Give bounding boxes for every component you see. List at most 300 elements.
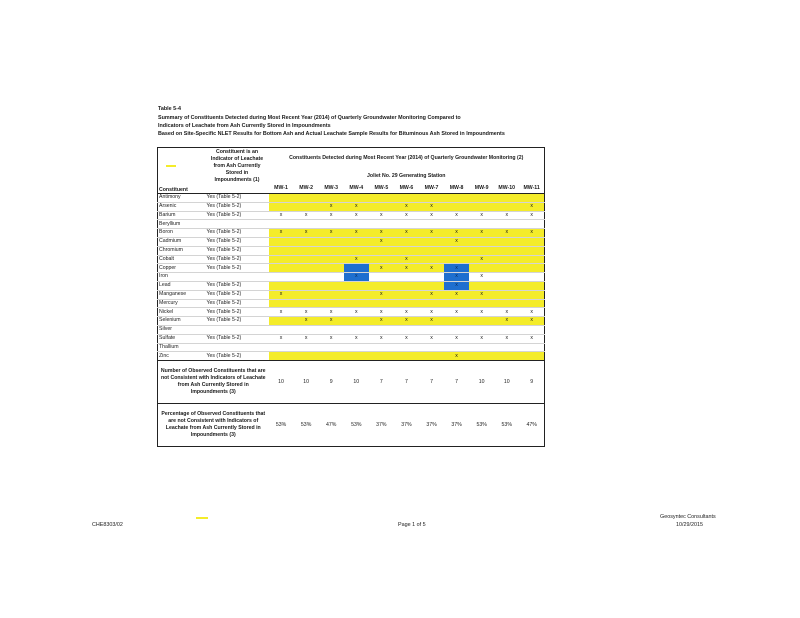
well-cell: [294, 352, 319, 361]
well-cell: [269, 273, 294, 282]
summary-value: 7: [394, 361, 419, 404]
well-cell: [519, 194, 544, 203]
header-row: [158, 184, 545, 194]
well-cell: x: [319, 229, 344, 238]
summary-value: 7: [369, 361, 394, 404]
table-row: [158, 211, 545, 220]
well-cell: [394, 273, 419, 282]
well-cell: [444, 194, 469, 203]
constituent-name: Cobalt: [158, 255, 206, 264]
well-cell: x: [369, 237, 394, 246]
well-cell: [344, 237, 369, 246]
well-cell: [494, 352, 519, 361]
well-cell: [369, 343, 394, 352]
well-cell: [319, 352, 344, 361]
well-cell: [269, 352, 294, 361]
well-cell: [319, 264, 344, 273]
constituent-name: Zinc: [158, 352, 206, 361]
constituent-name: Barium: [158, 211, 206, 220]
table-row: [158, 290, 545, 299]
indicator-value: [206, 343, 269, 352]
well-cell: [269, 281, 294, 290]
header-blank: Constituent: [158, 148, 206, 194]
well-cell: x: [519, 211, 544, 220]
well-cell: x: [444, 211, 469, 220]
indicator-value: [206, 273, 269, 282]
well-cell: [494, 202, 519, 211]
well-cell: x: [394, 334, 419, 343]
constituents-table: [157, 147, 545, 447]
well-cell: [344, 352, 369, 361]
well-cell: x: [319, 211, 344, 220]
well-cell: x: [469, 229, 494, 238]
indicator-value: [206, 325, 269, 334]
well-cell: [319, 246, 344, 255]
indicator-value: Yes (Table 5-2): [206, 211, 269, 220]
well-cell: [444, 202, 469, 211]
header-row: [158, 148, 545, 171]
well-cell: [294, 194, 319, 203]
table-row: [158, 255, 545, 264]
footer-page-number: Page 1 of 5: [398, 522, 426, 528]
well-cell: [419, 343, 444, 352]
well-cell: [294, 299, 319, 308]
well-cell: x: [369, 317, 394, 326]
well-cell: [319, 290, 344, 299]
well-cell: [519, 352, 544, 361]
well-cell: x: [519, 317, 544, 326]
well-cell: [319, 281, 344, 290]
well-cell: [294, 237, 319, 246]
well-cell: x: [469, 255, 494, 264]
constituent-name: Boron: [158, 229, 206, 238]
table-label: Table 5-4: [158, 106, 181, 112]
well-cell: x: [394, 229, 419, 238]
well-cell: [444, 246, 469, 255]
well-cell: x: [269, 211, 294, 220]
well-cell: [419, 273, 444, 282]
table-row: [158, 229, 545, 238]
well-cell: x: [369, 334, 394, 343]
indicator-header-spacer: [206, 184, 269, 194]
summary-value: 53%: [269, 404, 294, 447]
table-row: [158, 220, 545, 229]
well-cell: [419, 325, 444, 334]
well-cell: x: [369, 290, 394, 299]
well-cell: x: [419, 229, 444, 238]
indicator-value: Yes (Table 5-2): [206, 264, 269, 273]
summary-value: 10: [494, 361, 519, 404]
well-cell: [519, 343, 544, 352]
well-cell: [369, 220, 394, 229]
well-cell: x: [519, 334, 544, 343]
table-title-line-3: Based on Site-Specific NLET Results for Bottom Ash and Actual Leachate Sample Results for Bituminous Ash Stored in Impoundments: [158, 131, 505, 137]
well-cell: [519, 273, 544, 282]
indicator-value: Yes (Table 5-2): [206, 352, 269, 361]
well-cell: x: [469, 334, 494, 343]
well-cell: x: [344, 202, 369, 211]
well-cell: [494, 264, 519, 273]
well-cell: [319, 255, 344, 264]
well-cell: [269, 237, 294, 246]
well-cell: [269, 325, 294, 334]
well-cell: x: [394, 317, 419, 326]
well-cell: [369, 202, 394, 211]
summary-value: 53%: [469, 404, 494, 447]
well-cell: x: [469, 308, 494, 317]
constituent-name: Beryllium: [158, 220, 206, 229]
well-cell: [294, 264, 319, 273]
well-header: MW-8: [444, 184, 469, 194]
well-cell: [494, 246, 519, 255]
well-cell: [269, 317, 294, 326]
well-cell: [394, 237, 419, 246]
footer-doc-number: CHE8303/02: [92, 522, 123, 528]
table-row: [158, 334, 545, 343]
well-cell: [469, 281, 494, 290]
well-cell: [444, 317, 469, 326]
well-cell: x: [369, 264, 394, 273]
well-cell: x: [444, 237, 469, 246]
constituent-name: Lead: [158, 281, 206, 290]
well-cell: x: [494, 211, 519, 220]
well-cell: x: [494, 308, 519, 317]
well-cell: x: [419, 317, 444, 326]
footer-date: 10/29/2015: [676, 522, 703, 528]
well-cell: x: [419, 202, 444, 211]
well-cell: [469, 343, 494, 352]
well-cell: x: [394, 255, 419, 264]
well-cell: [344, 325, 369, 334]
well-cell: x: [294, 308, 319, 317]
well-cell: [494, 237, 519, 246]
indicator-value: Yes (Table 5-2): [206, 281, 269, 290]
well-cell: [494, 220, 519, 229]
constituent-name: Mercury: [158, 299, 206, 308]
well-cell: [294, 202, 319, 211]
well-cell: x: [394, 308, 419, 317]
well-cell: [469, 264, 494, 273]
indicator-value: Yes (Table 5-2): [206, 255, 269, 264]
well-header: MW-7: [419, 184, 444, 194]
summary-value: 37%: [419, 404, 444, 447]
table-row: [158, 352, 545, 361]
well-cell: x: [444, 229, 469, 238]
well-cell: x: [269, 308, 294, 317]
well-cell: x: [494, 229, 519, 238]
summary-value: 10: [469, 361, 494, 404]
summary-value: 10: [269, 361, 294, 404]
well-cell: [469, 317, 494, 326]
well-cell: x: [344, 308, 369, 317]
constituent-name: Silver: [158, 325, 206, 334]
well-cell: [294, 290, 319, 299]
table-row: [158, 194, 545, 203]
indicator-value: Yes (Table 5-2): [206, 290, 269, 299]
summary-value: 37%: [394, 404, 419, 447]
well-cell: x: [394, 202, 419, 211]
well-cell: [294, 325, 319, 334]
summary-value: 53%: [494, 404, 519, 447]
indicator-value: Yes (Table 5-2): [206, 202, 269, 211]
summary-row: [158, 361, 545, 404]
summary-value: 7: [444, 361, 469, 404]
well-cell: [444, 325, 469, 334]
well-cell: [419, 237, 444, 246]
well-cell: x: [444, 290, 469, 299]
table-row: [158, 343, 545, 352]
well-cell: [369, 352, 394, 361]
well-cell: [294, 255, 319, 264]
well-cell: [369, 325, 394, 334]
well-cell: x: [294, 317, 319, 326]
well-cell: x: [419, 334, 444, 343]
well-cell: [469, 194, 494, 203]
well-cell: [369, 299, 394, 308]
summary-row: [158, 404, 545, 447]
well-cell: [344, 281, 369, 290]
well-cell: x: [419, 290, 444, 299]
well-cell: [519, 281, 544, 290]
well-cell: [469, 325, 494, 334]
well-cell: x: [344, 334, 369, 343]
well-cell: [494, 325, 519, 334]
well-cell: x: [319, 317, 344, 326]
well-cell: x: [394, 264, 419, 273]
well-cell: x: [419, 211, 444, 220]
well-cell: [319, 273, 344, 282]
well-cell: [319, 237, 344, 246]
well-cell: x: [319, 202, 344, 211]
well-cell: [494, 299, 519, 308]
well-cell: [519, 237, 544, 246]
well-cell: [394, 325, 419, 334]
well-cell: x: [444, 273, 469, 282]
well-cell: x: [269, 229, 294, 238]
well-header: MW-9: [469, 184, 494, 194]
well-cell: [269, 220, 294, 229]
well-cell: x: [494, 317, 519, 326]
constituent-name: Iron: [158, 273, 206, 282]
well-header: MW-3: [319, 184, 344, 194]
well-cell: x: [444, 334, 469, 343]
well-cell: [269, 264, 294, 273]
well-cell: [419, 246, 444, 255]
well-header: MW-11: [519, 184, 544, 194]
well-cell: x: [519, 229, 544, 238]
table-row: [158, 299, 545, 308]
well-cell: [319, 220, 344, 229]
well-cell: [344, 317, 369, 326]
well-cell: x: [344, 273, 369, 282]
well-cell: [394, 299, 419, 308]
well-header: MW-4: [344, 184, 369, 194]
well-cell: x: [469, 290, 494, 299]
constituent-name: Arsenic: [158, 202, 206, 211]
well-cell: [319, 343, 344, 352]
well-cell: [469, 202, 494, 211]
well-header: MW-5: [369, 184, 394, 194]
table-row: [158, 202, 545, 211]
constituent-name: Sulfate: [158, 334, 206, 343]
well-cell: [394, 281, 419, 290]
well-cell: [319, 299, 344, 308]
summary-value: 37%: [444, 404, 469, 447]
well-cell: [469, 352, 494, 361]
summary-value: 7: [419, 361, 444, 404]
table-row: [158, 246, 545, 255]
well-cell: [394, 246, 419, 255]
well-cell: x: [444, 264, 469, 273]
well-cell: [519, 290, 544, 299]
well-cell: x: [294, 211, 319, 220]
well-cell: x: [469, 273, 494, 282]
well-cell: [419, 220, 444, 229]
well-cell: x: [444, 308, 469, 317]
well-cell: x: [344, 255, 369, 264]
well-cell: x: [444, 281, 469, 290]
table-row: [158, 281, 545, 290]
constituent-name: Manganese: [158, 290, 206, 299]
well-cell: [419, 194, 444, 203]
table-row: [158, 325, 545, 334]
indicator-value: Yes (Table 5-2): [206, 246, 269, 255]
table-row: [158, 317, 545, 326]
summary-value: 9: [319, 361, 344, 404]
summary-label: Number of Observed Constituents that are not Consistent with Indicators of Leachate from Ash Currently Stored in Impoundments (3): [158, 361, 269, 404]
indicator-value: [206, 220, 269, 229]
well-cell: [269, 246, 294, 255]
well-cell: x: [419, 264, 444, 273]
well-cell: [344, 299, 369, 308]
table-row: [158, 308, 545, 317]
well-cell: x: [294, 334, 319, 343]
well-header: MW-6: [394, 184, 419, 194]
footer-company: Geosyntec Consultants: [660, 514, 716, 520]
indicator-value: Yes (Table 5-2): [206, 194, 269, 203]
well-cell: [419, 352, 444, 361]
yellow-mark: [196, 517, 208, 519]
well-cell: [494, 255, 519, 264]
well-cell: [419, 281, 444, 290]
well-cell: [494, 343, 519, 352]
well-cell: x: [369, 229, 394, 238]
table-row: [158, 273, 545, 282]
well-cell: x: [444, 352, 469, 361]
well-cell: x: [419, 308, 444, 317]
detected-header: Constituents Detected during Most Recent Year (2014) of Quarterly Groundwater Monitoring (2): [269, 148, 545, 171]
well-cell: [519, 299, 544, 308]
constituent-name: Nickel: [158, 308, 206, 317]
well-cell: [369, 246, 394, 255]
summary-value: 53%: [294, 404, 319, 447]
well-cell: [269, 343, 294, 352]
well-cell: [269, 194, 294, 203]
well-cell: [494, 290, 519, 299]
well-cell: [469, 246, 494, 255]
well-cell: [469, 237, 494, 246]
well-cell: x: [294, 229, 319, 238]
well-cell: [394, 290, 419, 299]
well-cell: x: [269, 334, 294, 343]
well-cell: [294, 220, 319, 229]
well-cell: [494, 281, 519, 290]
well-cell: x: [319, 308, 344, 317]
well-cell: x: [369, 211, 394, 220]
well-cell: [269, 299, 294, 308]
well-cell: [519, 325, 544, 334]
well-cell: [369, 194, 394, 203]
constituent-name: Selenium: [158, 317, 206, 326]
constituent-name: Copper: [158, 264, 206, 273]
well-cell: x: [394, 211, 419, 220]
well-cell: [394, 194, 419, 203]
constituent-name: Chromium: [158, 246, 206, 255]
well-cell: [369, 255, 394, 264]
well-cell: [519, 264, 544, 273]
well-cell: x: [469, 211, 494, 220]
well-cell: [294, 343, 319, 352]
indicator-header: Constituent is an Indicator of Leachate from Ash Currently Stored in Impoundments (1): [206, 148, 269, 185]
indicator-value: Yes (Table 5-2): [206, 334, 269, 343]
well-cell: [519, 255, 544, 264]
summary-value: 53%: [344, 404, 369, 447]
well-cell: [444, 299, 469, 308]
constituent-name: Thallium: [158, 343, 206, 352]
well-cell: [369, 273, 394, 282]
summary-value: 47%: [319, 404, 344, 447]
constituent-name: Antimony: [158, 194, 206, 203]
well-cell: [394, 220, 419, 229]
well-cell: x: [494, 334, 519, 343]
well-cell: [344, 264, 369, 273]
well-cell: [344, 194, 369, 203]
well-cell: [494, 273, 519, 282]
well-cell: [294, 273, 319, 282]
well-cell: x: [369, 308, 394, 317]
well-cell: [344, 220, 369, 229]
well-cell: [444, 220, 469, 229]
summary-label: Percentage of Observed Constituents that are not Consistent with Indicators of Leachate from Ash Currently Stored in Impoundments (3): [158, 404, 269, 447]
indicator-value: Yes (Table 5-2): [206, 237, 269, 246]
well-cell: [269, 202, 294, 211]
summary-value: 37%: [369, 404, 394, 447]
well-header: MW-1: [269, 184, 294, 194]
well-cell: [444, 343, 469, 352]
well-cell: x: [519, 202, 544, 211]
well-cell: [494, 194, 519, 203]
indicator-value: Yes (Table 5-2): [206, 299, 269, 308]
well-cell: [294, 281, 319, 290]
well-cell: x: [344, 229, 369, 238]
well-cell: [419, 255, 444, 264]
well-cell: [469, 299, 494, 308]
well-cell: x: [269, 290, 294, 299]
well-cell: x: [519, 308, 544, 317]
well-cell: [519, 220, 544, 229]
summary-value: 10: [294, 361, 319, 404]
well-cell: [519, 246, 544, 255]
table-title-line-2: Indicators of Leachate from Ash Currently Stored in Impoundments: [158, 123, 331, 129]
well-cell: [269, 255, 294, 264]
summary-value: 10: [344, 361, 369, 404]
well-cell: [469, 220, 494, 229]
well-cell: [394, 352, 419, 361]
well-cell: [319, 194, 344, 203]
well-cell: [369, 281, 394, 290]
well-cell: [419, 299, 444, 308]
well-cell: [344, 246, 369, 255]
